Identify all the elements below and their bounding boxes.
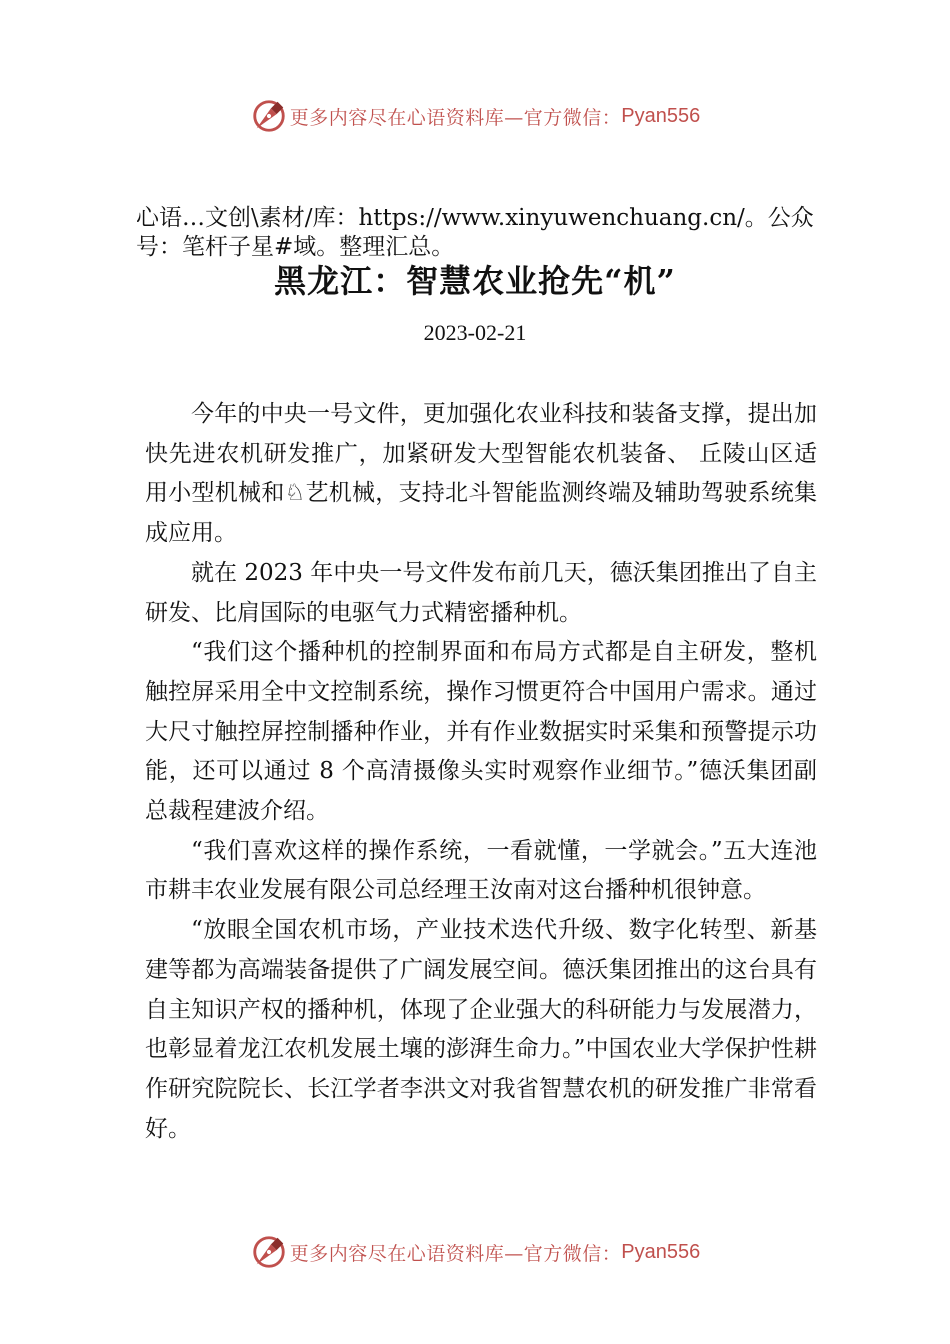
article-body bbox=[145, 395, 817, 1149]
paragraph: “我们喜欢这样的操作系统，一看就懂，一学就会。”五大连池市耕丰农业发展有限公司总经理王汝南对这台播种机很钟意。 bbox=[145, 837, 817, 904]
wechat-handle: Pyan556 bbox=[621, 1240, 701, 1263]
banner-text: 更多内容尽在心语资料库—官方微信： bbox=[289, 1242, 622, 1265]
source-note: 心语…文创\素材/库：https://www.xinyuwenchuang.cn/。公众号：笔杆子星#域。整理汇总。 bbox=[136, 205, 814, 260]
footer-banner bbox=[0, 1230, 950, 1274]
paragraph: “我们这个播种机的控制界面和布局方式都是自主研发，整机触控屏采用全中文控制系统，操作习惯更符合中国用户需求。通过大尺寸触控屏控制播种作业，并有作业数据实时采集和预警提示功能，还可以通过 8 个高清摄像头实时观察作业细节。”德沃集团副总裁程建波介绍。 bbox=[145, 639, 817, 825]
article-date: 2023-02-21 bbox=[423, 320, 527, 345]
paragraph: 今年的中央一号文件，更加强化农业科技和装备支撑，提出加快先进农机研发推广，加紧研发大型智能农机装备、 丘陵山区适用小型机械和♘艺机械，支持北斗智能监测终端及辅助驾驶系统集成应用。 bbox=[145, 401, 817, 547]
paragraph: “放眼全国农机市场，产业技术迭代升级、数字化转型、新基建等都为高端装备提供了广阔发展空间。德沃集团推出的这台具有自主知识产权的播种机，体现了企业强大的科研能力与发展潜力，也彰显着龙江农机发展土壤的澎湃生命力。”中国农业大学保护性耕作研究院院长、长江学者李洪文对我省智慧农机的研发推广非常看好。 bbox=[145, 917, 817, 1142]
banner-text: 更多内容尽在心语资料库—官方微信： bbox=[289, 106, 622, 129]
pen-nib-logo-icon bbox=[250, 1233, 288, 1271]
pen-nib-logo-icon bbox=[250, 97, 288, 135]
paragraph: 就在 2023 年中央一号文件发布前几天，德沃集团推出了自主研发、比肩国际的电驱气力式精密播种机。 bbox=[145, 559, 817, 626]
article-title: 黑龙江：智慧农业抢先“机” bbox=[274, 262, 676, 300]
header-banner bbox=[0, 94, 950, 138]
wechat-handle: Pyan556 bbox=[621, 104, 701, 127]
